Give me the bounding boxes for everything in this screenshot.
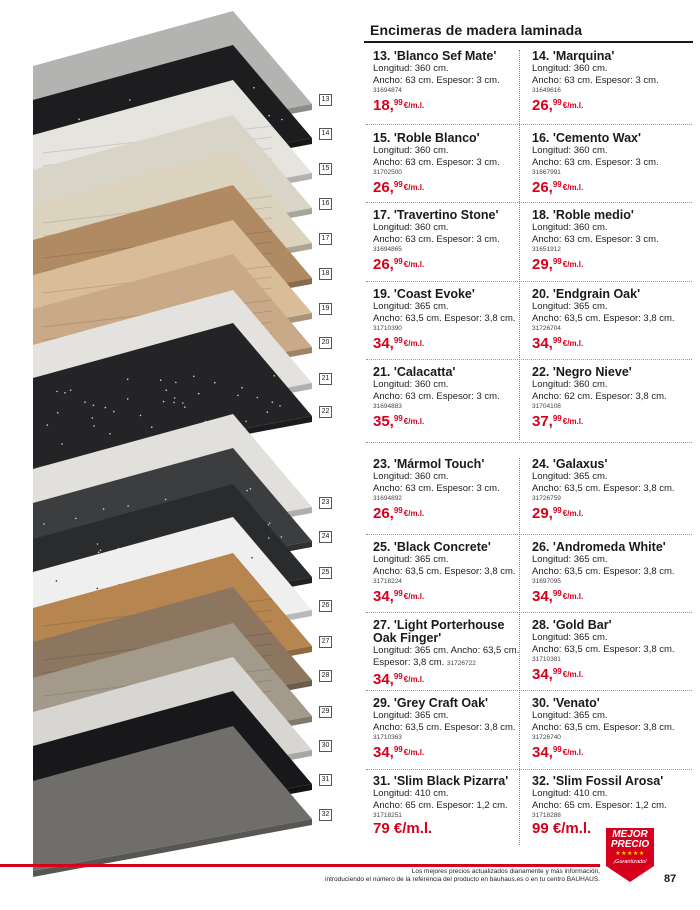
product-name: 29. 'Grey Craft Oak' xyxy=(373,696,489,710)
product-card xyxy=(373,541,521,605)
product-spec-dimensions: Ancho: 63 cm. Espesor: 3 cm. xyxy=(373,482,500,494)
product-spec-dimensions: Ancho: 63,5 cm. Espesor: 3,8 cm. xyxy=(373,312,516,324)
product-card xyxy=(532,132,680,196)
product-name: 19. 'Coast Evoke' xyxy=(373,287,475,301)
product-spec-length: Longitud: 360 cm. xyxy=(373,63,449,74)
price-cents: 99 xyxy=(393,672,403,681)
product-price xyxy=(532,742,680,761)
product-name: 31. 'Slim Black Pizarra' xyxy=(373,774,509,788)
swatch-number-label: 25 xyxy=(319,567,332,579)
product-price xyxy=(373,586,521,605)
product-price xyxy=(373,503,521,522)
product-reference: 31726740 xyxy=(532,734,561,741)
row-divider xyxy=(366,534,692,535)
badge-text xyxy=(602,830,658,866)
badge-stars: ★★★★★ xyxy=(615,851,645,857)
product-spec-length: Longitud: 410 cm. xyxy=(373,788,449,799)
product-name: 14. 'Marquina' xyxy=(532,49,615,63)
price-euros: 26, xyxy=(532,179,553,196)
price-euros: 37, xyxy=(532,413,553,430)
row-divider xyxy=(366,359,692,360)
product-name: 20. 'Endgrain Oak' xyxy=(532,287,641,301)
product-spec-length: Longitud: 360 cm. xyxy=(373,222,449,233)
price-cents: 99 xyxy=(552,589,562,598)
row-divider xyxy=(366,124,692,125)
price-euros: 26, xyxy=(373,505,394,522)
price-unit: €/m.l. xyxy=(562,592,584,601)
product-price xyxy=(532,586,680,605)
product-price xyxy=(373,177,521,196)
product-name: 27. 'Light Porterhouse xyxy=(373,618,505,632)
product-card xyxy=(373,697,521,761)
product-price xyxy=(373,669,521,688)
swatch-number-label: 21 xyxy=(319,373,332,385)
worktop-swatch-stack xyxy=(0,0,345,905)
product-price xyxy=(532,503,680,522)
price-unit: €/m.l. xyxy=(403,748,425,757)
product-card xyxy=(373,458,521,522)
product-card xyxy=(532,209,680,273)
product-reference: 31704108 xyxy=(532,403,561,410)
price-cents: 99 xyxy=(552,180,562,189)
price-unit: €/m.l. xyxy=(403,417,425,426)
product-card xyxy=(373,366,521,430)
price-cents: 99 xyxy=(393,98,403,107)
product-reference: 31726759 xyxy=(532,495,561,502)
swatch-number-label: 26 xyxy=(319,600,332,612)
row-divider xyxy=(366,281,692,282)
swatch-number-label: 16 xyxy=(319,198,332,210)
price-euros: 34, xyxy=(373,588,394,605)
swatch-number-label: 30 xyxy=(319,740,332,752)
product-spec-length: Longitud: 365 cm. xyxy=(532,710,608,721)
product-price xyxy=(532,177,680,196)
swatch-number-label: 29 xyxy=(319,706,332,718)
price-cents: 99 xyxy=(393,414,403,423)
product-price: 79 €/m.l. xyxy=(373,820,433,837)
product-name: 25. 'Black Concrete' xyxy=(373,540,491,554)
price-unit: €/m.l. xyxy=(562,509,584,518)
price-cents: 99 xyxy=(393,336,403,345)
product-spec-dimensions: Ancho: 63 cm. Espesor: 3 cm. xyxy=(532,156,659,168)
product-spec-length: Longitud: 360 cm. xyxy=(532,145,608,156)
product-spec-length: Longitud: 365 cm. xyxy=(373,710,449,721)
product-reference: 31718288 xyxy=(532,812,561,819)
product-price xyxy=(532,333,680,352)
product-name: 18. 'Roble medio' xyxy=(532,208,634,222)
product-spec-length: Longitud: 360 cm. xyxy=(373,145,449,156)
product-spec-dimensions: Ancho: 62 cm. Espesor: 3,8 cm. xyxy=(532,390,667,402)
row-divider xyxy=(366,769,692,770)
product-price xyxy=(532,95,680,114)
product-spec-length: Longitud: 365 cm. xyxy=(532,471,608,482)
product-card xyxy=(532,619,680,683)
swatch-number-label: 18 xyxy=(319,268,332,280)
product-name: 26. 'Andromeda White' xyxy=(532,540,666,554)
product-price xyxy=(373,254,521,273)
product-name: 28. 'Gold Bar' xyxy=(532,618,612,632)
product-price xyxy=(532,411,680,430)
price-unit: €/m.l. xyxy=(562,748,584,757)
product-price: 99 €/m.l. xyxy=(532,820,592,837)
product-spec-dimensions: Ancho: 63 cm. Espesor: 3 cm. xyxy=(373,233,500,245)
product-name: 30. 'Venato' xyxy=(532,696,600,710)
product-reference: 31710390 xyxy=(373,325,402,332)
price-euros: 18, xyxy=(373,97,394,114)
product-spec-dimensions: Ancho: 63,5 cm. Espesor: 3,8 cm. xyxy=(532,565,675,577)
swatch-number-label: 22 xyxy=(319,406,332,418)
footer-rule xyxy=(0,864,600,867)
product-spec-dimensions: Ancho: 63,5 cm. Espesor: 3,8 cm. xyxy=(532,482,675,494)
price-euros: 35, xyxy=(373,413,394,430)
product-spec-length: Longitud: 365 cm. xyxy=(532,301,608,312)
product-card xyxy=(373,775,521,838)
product-spec-text: Espesor: 3,8 cm. xyxy=(373,656,445,668)
price-euros: 34, xyxy=(532,335,553,352)
product-card xyxy=(532,697,680,761)
product-spec-length: Longitud: 365 cm. xyxy=(532,632,608,643)
product-name: 32. 'Slim Fossil Arosa' xyxy=(532,774,664,788)
product-card xyxy=(373,619,521,688)
price-unit: €/m.l. xyxy=(403,339,425,348)
product-spec-length: Longitud: 360 cm. xyxy=(373,379,449,390)
product-spec-dimensions: Ancho: 63,5 cm. Espesor: 3,8 cm. xyxy=(373,721,516,733)
product-spec-length: Longitud: 360 cm. xyxy=(532,379,608,390)
product-reference: 31718224 xyxy=(373,578,402,585)
product-spec-dimensions: Ancho: 63 cm. Espesor: 3 cm. xyxy=(373,390,500,402)
product-name: 16. 'Cemento Wax' xyxy=(532,131,641,145)
badge-line2: PRECIO xyxy=(610,839,650,850)
footer-line2: introduciendo el número de la referencia del producto en bauhaus.es o en tu centro BAUHAUS. xyxy=(325,876,600,883)
swatch-number-label: 19 xyxy=(319,303,332,315)
product-card xyxy=(532,50,680,114)
product-reference: 31694892 xyxy=(373,495,402,502)
price-unit: €/m.l. xyxy=(403,183,425,192)
product-name-line2: Oak Finger' xyxy=(373,631,442,645)
product-name: 22. 'Negro Nieve' xyxy=(532,365,632,379)
price-euros: 26, xyxy=(373,256,394,273)
badge-subtitle: ¡Garantizado! xyxy=(613,859,647,865)
swatch-number-label: 28 xyxy=(319,670,332,682)
product-spec-dimensions: Ancho: 63 cm. Espesor: 3 cm. xyxy=(373,156,500,168)
product-reference: 31694883 xyxy=(373,403,402,410)
row-divider xyxy=(366,690,692,691)
price-cents: 99 xyxy=(393,257,403,266)
price-euros: 29, xyxy=(532,505,553,522)
product-price xyxy=(373,411,521,430)
product-name: 13. 'Blanco Sef Mate' xyxy=(373,49,497,63)
swatch-number-label: 27 xyxy=(319,636,332,648)
product-card xyxy=(532,458,680,522)
price-euros: 26, xyxy=(373,179,394,196)
price-euros: 29, xyxy=(532,256,553,273)
product-reference: 31694874 xyxy=(373,87,402,94)
product-spec-dimensions: Ancho: 63,5 cm. Espesor: 3,8 cm. xyxy=(532,643,675,655)
product-reference: 31710381 xyxy=(532,656,561,663)
row-divider xyxy=(366,612,692,613)
price-cents: 99 xyxy=(552,414,562,423)
price-unit: €/m.l. xyxy=(403,675,425,684)
row-divider xyxy=(366,442,692,443)
product-name: 23. 'Mármol Touch' xyxy=(373,457,485,471)
product-spec-length: Longitud: 360 cm. xyxy=(373,471,449,482)
swatch-number-label: 17 xyxy=(319,233,332,245)
swatch-number-label: 24 xyxy=(319,531,332,543)
price-cents: 99 xyxy=(552,336,562,345)
product-spec-length: Longitud: 365 cm. xyxy=(373,301,449,312)
product-reference: 31649616 xyxy=(532,87,561,94)
product-card xyxy=(373,288,521,352)
product-reference: 31694865 xyxy=(373,246,402,253)
price-cents: 99 xyxy=(552,745,562,754)
price-unit: €/m.l. xyxy=(403,592,425,601)
row-divider xyxy=(366,202,692,203)
price-unit: €/m.l. xyxy=(562,183,584,192)
price-unit: €/m.l. xyxy=(403,260,425,269)
product-card xyxy=(532,366,680,430)
price-cents: 99 xyxy=(552,98,562,107)
product-card xyxy=(532,288,680,352)
worktop-swatches-illustration xyxy=(0,0,345,905)
product-name: 24. 'Galaxus' xyxy=(532,457,608,471)
title-rule xyxy=(364,41,693,43)
footer-line1: Los mejores precios actualizados diariamente y más información, xyxy=(411,868,600,875)
product-card xyxy=(532,541,680,605)
price-unit: €/m.l. xyxy=(562,417,584,426)
swatch-number-label: 14 xyxy=(319,128,332,140)
product-reference: 31718251 xyxy=(373,812,402,819)
product-spec-dimensions: Ancho: 63 cm. Espesor: 3 cm. xyxy=(532,74,659,86)
product-card xyxy=(373,209,521,273)
price-cents: 99 xyxy=(393,180,403,189)
product-price xyxy=(373,333,521,352)
product-spec-length: Longitud: 365 cm. xyxy=(373,554,449,565)
product-price xyxy=(532,254,680,273)
price-unit: €/m.l. xyxy=(403,509,425,518)
price-unit: €/m.l. xyxy=(562,670,584,679)
swatch-number-label: 23 xyxy=(319,497,332,509)
price-unit: €/m.l. xyxy=(562,339,584,348)
product-name: 21. 'Calacatta' xyxy=(373,365,456,379)
price-euros: 34, xyxy=(532,744,553,761)
price-unit: €/m.l. xyxy=(562,260,584,269)
product-reference: 31726722 xyxy=(446,659,476,667)
product-name: 15. 'Roble Blanco' xyxy=(373,131,480,145)
product-spec-length: Longitud: 365 cm. Ancho: 63,5 cm. xyxy=(373,645,520,656)
product-name: 17. 'Travertino Stone' xyxy=(373,208,499,222)
product-spec-dimensions: Ancho: 65 cm. Espesor: 1,2 cm. xyxy=(373,799,508,811)
product-reference: 31702500 xyxy=(373,169,402,176)
price-cents: 99 xyxy=(552,667,562,676)
price-cents: 99 xyxy=(393,589,403,598)
price-euros: 34, xyxy=(532,588,553,605)
product-spec-length: Longitud: 360 cm. xyxy=(532,63,608,74)
swatch-number-label: 13 xyxy=(319,94,332,106)
product-card xyxy=(373,132,521,196)
price-euros: 34, xyxy=(532,666,553,683)
product-spec-length: Longitud: 360 cm. xyxy=(532,222,608,233)
price-cents: 99 xyxy=(393,506,403,515)
product-price xyxy=(373,742,521,761)
product-card xyxy=(373,50,521,114)
swatch-number-label: 32 xyxy=(319,809,332,821)
swatch-number-label: 31 xyxy=(319,774,332,786)
product-spec-dimensions: Ancho: 63,5 cm. Espesor: 3,8 cm. xyxy=(532,721,675,733)
product-reference: 31667991 xyxy=(532,169,561,176)
product-spec-dimensions: Ancho: 63 cm. Espesor: 3 cm. xyxy=(373,74,500,86)
price-cents: 99 xyxy=(552,257,562,266)
price-euros: 34, xyxy=(373,335,394,352)
product-reference: 31726704 xyxy=(532,325,561,332)
product-price xyxy=(532,664,680,683)
product-spec-thickness xyxy=(373,657,521,670)
section-title: Encimeras de madera laminada xyxy=(370,22,583,38)
product-reference: 31710363 xyxy=(373,734,402,741)
price-euros: 34, xyxy=(373,744,394,761)
product-spec-dimensions: Ancho: 63 cm. Espesor: 3 cm. xyxy=(532,233,659,245)
footer-text xyxy=(300,868,600,884)
product-price xyxy=(373,95,521,114)
price-cents: 99 xyxy=(552,506,562,515)
product-spec-dimensions: Ancho: 63,5 cm. Espesor: 3,8 cm. xyxy=(532,312,675,324)
price-euros: 34, xyxy=(373,671,394,688)
page-number: 87 xyxy=(664,873,677,885)
price-cents: 99 xyxy=(393,745,403,754)
price-unit: €/m.l. xyxy=(403,101,425,110)
product-reference: 31651912 xyxy=(532,246,561,253)
swatch-number-label: 15 xyxy=(319,163,332,175)
price-unit: €/m.l. xyxy=(562,101,584,110)
product-spec-dimensions: Ancho: 65 cm. Espesor: 1,2 cm. xyxy=(532,799,667,811)
product-spec-dimensions: Ancho: 63,5 cm. Espesor: 3,8 cm. xyxy=(373,565,516,577)
badge-line1: MEJOR xyxy=(612,829,648,840)
product-reference: 31697095 xyxy=(532,578,561,585)
product-spec-length: Longitud: 410 cm. xyxy=(532,788,608,799)
swatch-number-label: 20 xyxy=(319,337,332,349)
product-spec-length: Longitud: 365 cm. xyxy=(532,554,608,565)
price-euros: 26, xyxy=(532,97,553,114)
